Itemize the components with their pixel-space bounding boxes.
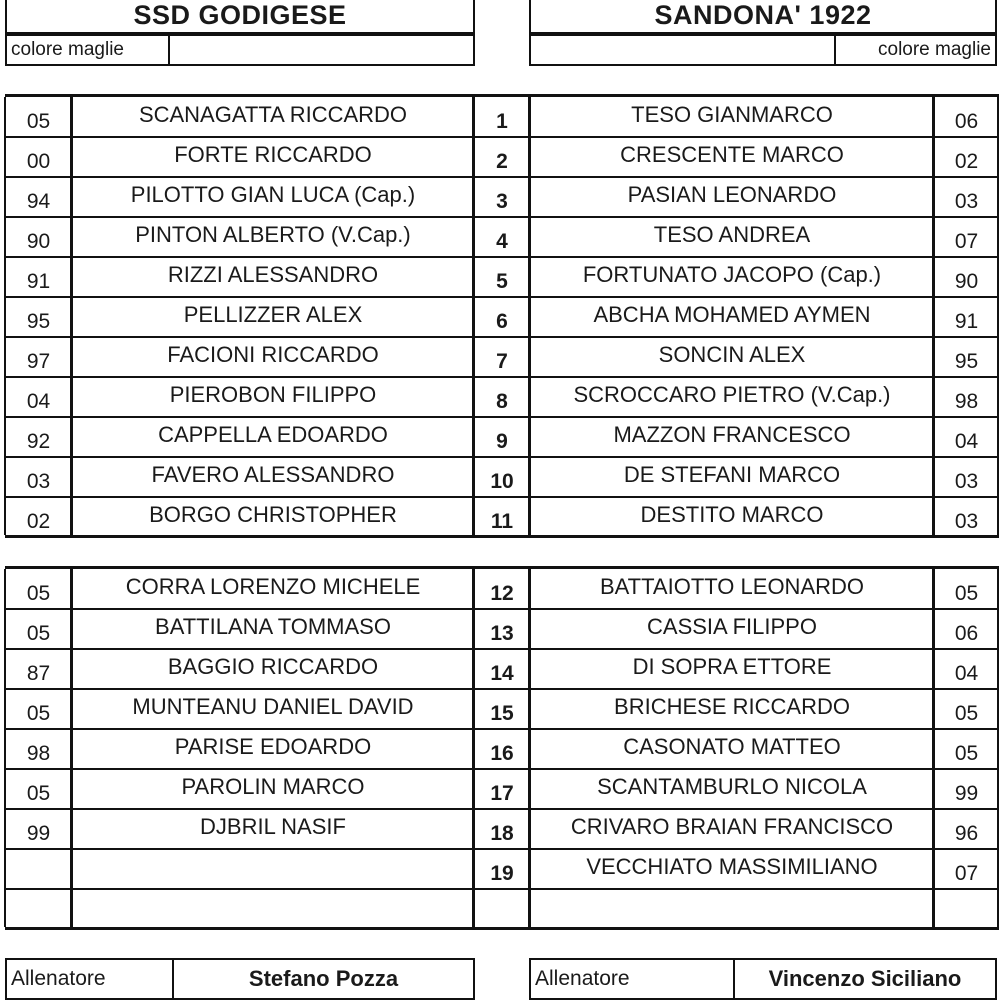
away-player-name: DE STEFANI MARCO <box>623 462 841 487</box>
home-shirt-color-label: colore maglie <box>7 36 170 64</box>
shirt-number: 15 <box>490 702 514 725</box>
shirt-number: 14 <box>490 662 514 685</box>
home-coach-row <box>5 958 475 1000</box>
home-birth-year <box>5 889 72 929</box>
table-row <box>5 809 999 849</box>
shirt-number: 13 <box>490 622 514 645</box>
substitutes-table <box>5 566 999 930</box>
away-player-name: BATTAIOTTO LEONARDO <box>599 574 865 599</box>
away-coach-name: Vincenzo Siciliano <box>768 966 962 991</box>
table-row <box>5 297 999 337</box>
shirt-number: 10 <box>490 470 514 493</box>
row-divider <box>5 416 999 418</box>
shirt-number: 17 <box>490 782 514 805</box>
away-player-name <box>530 889 934 929</box>
row-divider <box>5 728 999 730</box>
away-birth-year: 07 <box>954 862 979 885</box>
table-row <box>5 177 999 217</box>
away-birth-year: 96 <box>954 822 979 845</box>
home-player-name <box>72 849 474 889</box>
away-coach-row <box>529 958 997 1000</box>
row-divider <box>5 216 999 218</box>
row-divider <box>5 496 999 498</box>
row-divider <box>5 848 999 850</box>
home-birth-year: 05 <box>26 702 51 725</box>
row-divider <box>5 808 999 810</box>
shirt-number: 19 <box>490 862 514 885</box>
away-shirt-color-value <box>531 36 836 64</box>
home-player-name: FACIONI RICCARDO <box>167 342 379 367</box>
table-row <box>5 849 999 889</box>
row-divider <box>5 296 999 298</box>
shirt-number: 4 <box>496 230 508 253</box>
away-player-name: SCANTAMBURLO NICOLA <box>597 774 867 799</box>
home-birth-year: 05 <box>26 582 51 605</box>
away-birth-year: 04 <box>954 430 979 453</box>
away-birth-year: 90 <box>954 270 979 293</box>
home-player-name: PAROLIN MARCO <box>181 774 365 799</box>
row-divider <box>5 688 999 690</box>
row-divider <box>5 888 999 890</box>
away-player-name: TESO ANDREA <box>653 222 811 247</box>
away-player-name: TESO GIANMARCO <box>631 102 833 127</box>
table-row <box>5 609 999 649</box>
shirt-number: 16 <box>490 742 514 765</box>
home-birth-year: 95 <box>26 310 51 333</box>
away-birth-year: 02 <box>954 150 979 173</box>
away-birth-year <box>934 889 999 929</box>
away-player-name: BRICHESE RICCARDO <box>614 694 850 719</box>
shirt-number: 8 <box>496 390 508 413</box>
home-coach-name: Stefano Pozza <box>248 966 399 991</box>
row-divider <box>5 648 999 650</box>
row-divider <box>5 768 999 770</box>
table-row <box>5 337 999 377</box>
row-divider <box>5 256 999 258</box>
home-birth-year: 87 <box>26 662 51 685</box>
home-birth-year: 05 <box>26 622 51 645</box>
row-divider <box>5 136 999 138</box>
home-player-name: PILOTTO GIAN LUCA (Cap.) <box>130 182 416 207</box>
home-player-name: DJBRIL NASIF <box>200 814 346 839</box>
starters-table <box>5 94 999 538</box>
away-player-name: SCROCCARO PIETRO (V.Cap.) <box>573 382 891 407</box>
home-player-name: PIEROBON FILIPPO <box>169 382 377 407</box>
shirt-number: 12 <box>490 582 514 605</box>
away-coach-label: Allenatore <box>531 960 735 998</box>
column-divider <box>4 97 6 535</box>
home-player-name: PINTON ALBERTO (V.Cap.) <box>135 222 411 247</box>
away-player-name: CRESCENTE MARCO <box>620 142 844 167</box>
home-coach-label: Allenatore <box>7 960 174 998</box>
table-row <box>5 137 999 177</box>
column-divider <box>472 97 475 535</box>
row-divider <box>5 176 999 178</box>
table-row <box>5 377 999 417</box>
table-row <box>5 729 999 769</box>
away-birth-year: 99 <box>954 782 979 805</box>
away-birth-year: 05 <box>954 702 979 725</box>
table-row <box>5 97 999 137</box>
away-shirt-color-row <box>529 34 997 66</box>
home-birth-year: 04 <box>26 390 51 413</box>
row-divider <box>5 376 999 378</box>
away-player-name: DI SOPRA ETTORE <box>632 654 832 679</box>
home-player-name: FORTE RICCARDO <box>174 142 372 167</box>
away-birth-year: 06 <box>954 622 979 645</box>
away-birth-year: 91 <box>954 310 979 333</box>
home-birth-year: 92 <box>26 430 51 453</box>
home-birth-year: 03 <box>26 470 51 493</box>
home-birth-year: 94 <box>26 190 51 213</box>
away-player-name: FORTUNATO JACOPO (Cap.) <box>582 262 882 287</box>
row-divider <box>5 608 999 610</box>
table-row <box>5 769 999 809</box>
column-divider <box>528 569 531 927</box>
away-player-name: PASIAN LEONARDO <box>627 182 837 207</box>
shirt-number: 7 <box>496 350 508 373</box>
shirt-number: 9 <box>496 430 508 453</box>
table-row <box>5 889 999 929</box>
home-player-name: BATTILANA TOMMASO <box>155 614 391 639</box>
away-birth-year: 98 <box>954 390 979 413</box>
column-divider <box>70 569 73 927</box>
home-shirt-color-value <box>170 36 473 64</box>
home-player-name: BORGO CHRISTOPHER <box>149 502 397 527</box>
home-shirt-color-row <box>5 34 475 66</box>
home-player-name: FAVERO ALESSANDRO <box>151 462 395 487</box>
table-row <box>5 649 999 689</box>
home-player-name: PELLIZZER ALEX <box>183 302 363 327</box>
away-birth-year: 03 <box>954 190 979 213</box>
away-player-name: ABCHA MOHAMED AYMEN <box>593 302 871 327</box>
table-row <box>5 257 999 297</box>
away-player-name: CRIVARO BRAIAN FRANCISCO <box>570 814 894 839</box>
table-row <box>5 497 999 537</box>
away-birth-year: 07 <box>954 230 979 253</box>
column-divider <box>528 97 531 535</box>
home-birth-year <box>5 849 72 889</box>
away-birth-year: 95 <box>954 350 979 373</box>
away-shirt-color-label: colore maglie <box>878 39 991 60</box>
away-birth-year: 05 <box>954 742 979 765</box>
shirt-number: 3 <box>496 190 508 213</box>
table-row <box>5 217 999 257</box>
column-divider <box>932 97 935 535</box>
shirt-number: 5 <box>496 270 508 293</box>
home-birth-year: 98 <box>26 742 51 765</box>
shirt-number: 18 <box>490 822 514 845</box>
shirt-number: 2 <box>496 150 508 173</box>
home-birth-year: 02 <box>26 510 51 533</box>
column-divider <box>472 569 475 927</box>
away-birth-year: 03 <box>954 510 979 533</box>
row-divider <box>5 336 999 338</box>
home-birth-year: 00 <box>26 150 51 173</box>
home-player-name: SCANAGATTA RICCARDO <box>138 102 408 127</box>
shirt-number: 11 <box>490 510 514 533</box>
table-row <box>5 457 999 497</box>
home-birth-year: 91 <box>26 270 51 293</box>
table-row <box>5 417 999 457</box>
home-player-name: PARISE EDOARDO <box>174 734 372 759</box>
away-birth-year: 03 <box>954 470 979 493</box>
column-divider <box>932 569 935 927</box>
column-divider <box>70 97 73 535</box>
away-birth-year: 04 <box>954 662 979 685</box>
home-player-name: CAPPELLA EDOARDO <box>158 422 388 447</box>
shirt-number: 1 <box>496 110 508 133</box>
away-player-name: CASONATO MATTEO <box>623 734 841 759</box>
away-team-name: SANDONA' 1922 <box>529 0 997 34</box>
home-team-name: SSD GODIGESE <box>5 0 475 34</box>
home-birth-year: 97 <box>26 350 51 373</box>
column-divider <box>997 97 999 535</box>
away-player-name: MAZZON FRANCESCO <box>613 422 851 447</box>
column-divider <box>4 569 6 927</box>
table-row <box>5 569 999 609</box>
column-divider <box>997 569 999 927</box>
home-player-name: MUNTEANU DANIEL DAVID <box>132 694 414 719</box>
table-row <box>5 689 999 729</box>
away-player-name: VECCHIATO MASSIMILIANO <box>586 854 878 879</box>
away-player-name: DESTITO MARCO <box>640 502 824 527</box>
home-birth-year: 05 <box>26 782 51 805</box>
shirt-number: 6 <box>496 310 508 333</box>
row-divider <box>5 456 999 458</box>
shirt-number <box>474 889 530 929</box>
home-birth-year: 05 <box>26 110 51 133</box>
home-birth-year: 99 <box>26 822 51 845</box>
away-player-name: CASSIA FILIPPO <box>647 614 817 639</box>
home-player-name: CORRA LORENZO MICHELE <box>125 574 421 599</box>
home-player-name: RIZZI ALESSANDRO <box>167 262 379 287</box>
home-player-name <box>72 889 474 929</box>
home-player-name: BAGGIO RICCARDO <box>167 654 379 679</box>
home-birth-year: 90 <box>26 230 51 253</box>
away-birth-year: 05 <box>954 582 979 605</box>
away-birth-year: 06 <box>954 110 979 133</box>
away-player-name: SONCIN ALEX <box>658 342 806 367</box>
